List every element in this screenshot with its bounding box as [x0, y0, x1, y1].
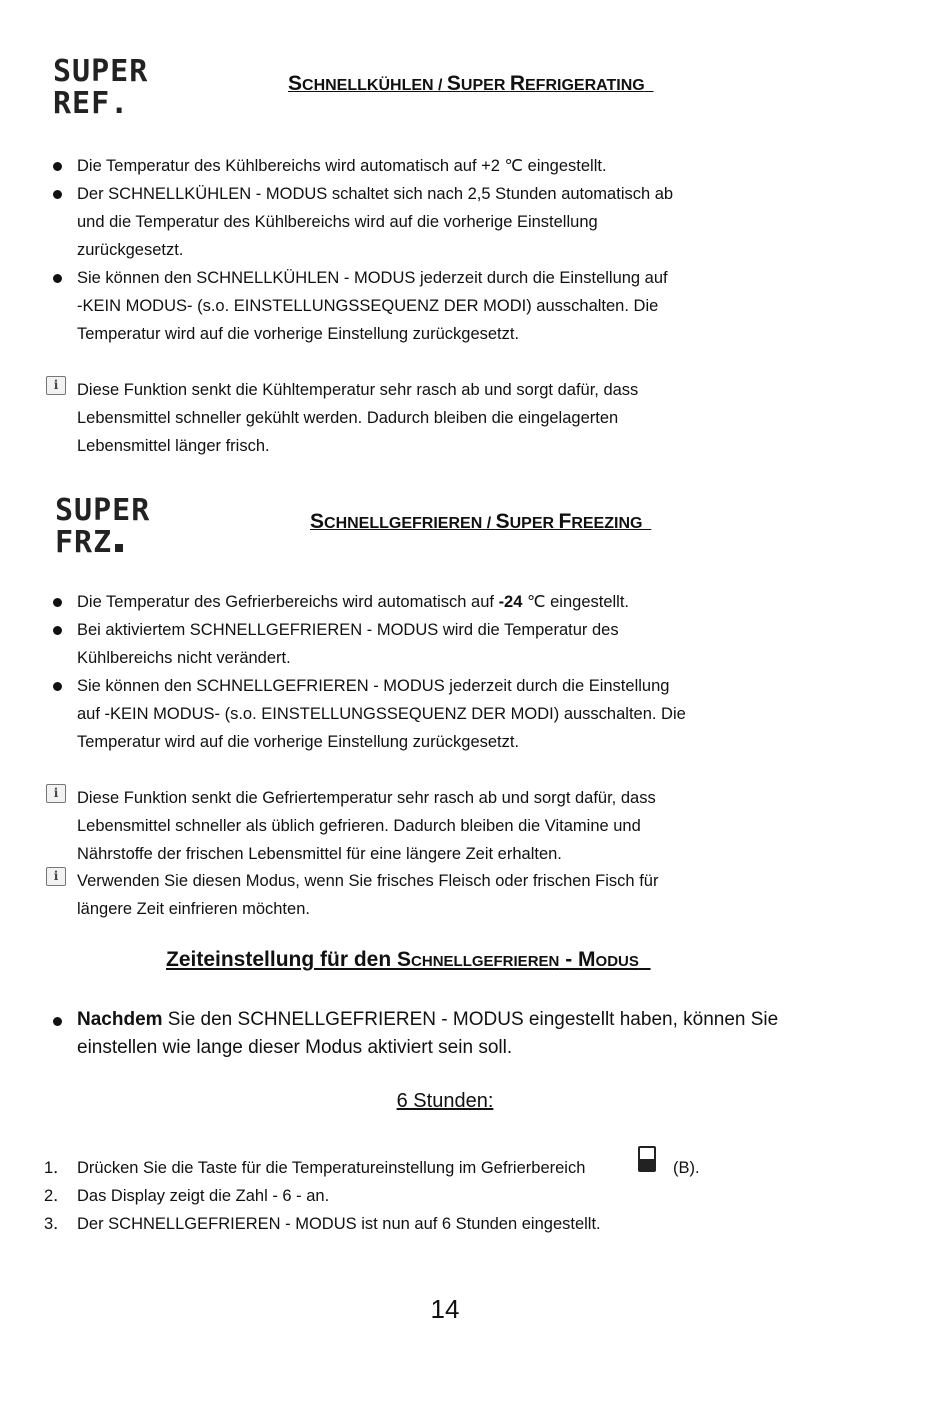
- bullet-dot: [53, 162, 62, 171]
- bullet-dot: [53, 274, 62, 283]
- step-number: 3．: [44, 1215, 70, 1233]
- note-text: Diese Funktion senkt die Kühltemperatur sehr rasch ab und sorgt dafür, dass: [77, 381, 639, 399]
- info-icon: i: [46, 867, 66, 886]
- step-suffix: (B).: [673, 1159, 700, 1177]
- bullet-text: und die Temperatur des Kühlbereichs wird auf die vorherige Einstellung: [77, 213, 598, 231]
- lcd-line: REF.: [53, 86, 130, 121]
- note-text: Verwenden Sie diesen Modus, wenn Sie frisches Fleisch oder frischen Fisch für: [77, 872, 659, 890]
- note-text: Lebensmittel schneller als üblich gefrieren. Dadurch bleiben die Vitamine und: [77, 817, 641, 835]
- intro-text: einstellen wie lange dieser Modus aktiviert sein soll.: [77, 1037, 513, 1058]
- note-text: Nährstoffe der frischen Lebensmittel für eine längere Zeit erhalten.: [77, 845, 562, 863]
- step-number: 2．: [44, 1187, 70, 1205]
- step-number: 1．: [44, 1159, 70, 1177]
- bullet-text: Temperatur wird auf die vorherige Einstellung zurückgesetzt.: [77, 733, 520, 751]
- bullet-dot: [53, 190, 62, 199]
- bullet-text: -KEIN MODUS- (s.o. EINSTELLUNGSSEQUENZ DER MODI) ausschalten. Die: [77, 297, 659, 315]
- bullet-text: Die Temperatur des Gefrierbereichs wird automatisch auf -24 ℃ eingestellt.: [77, 593, 630, 611]
- time-setting-heading: Zeiteinstellung für den Schnellgefrieren - Modus: [166, 948, 639, 971]
- bullet-text: Sie können den SCHNELLGEFRIEREN - MODUS jederzeit durch die Einstellung: [77, 677, 670, 695]
- section-heading-super-refrigerating: SCHNELLKÜHLEN / SUPER REFRIGERATING: [288, 72, 645, 95]
- page-number: 14: [430, 1294, 460, 1324]
- step-text: Drücken Sie die Taste für die Temperatureinstellung im Gefrierbereich: [77, 1159, 586, 1177]
- subheading-6-hours: 6 Stunden:: [396, 1090, 494, 1112]
- bullet-text: Sie können den SCHNELLKÜHLEN - MODUS jederzeit durch die Einstellung auf: [77, 269, 668, 287]
- info-icon: i: [46, 784, 66, 803]
- note-text: längere Zeit einfrieren möchten.: [77, 900, 310, 918]
- section-heading-super-freezing: SCHNELLGEFRIEREN / SUPER FREEZING: [310, 510, 643, 533]
- step-text: Das Display zeigt die Zahl - 6 - an.: [77, 1187, 330, 1205]
- info-icon: i: [46, 376, 66, 395]
- bullet-text: Die Temperatur des Kühlbereichs wird automatisch auf +2 ℃ eingestellt.: [77, 157, 607, 175]
- lcd-line: FRZ: [55, 525, 113, 560]
- bullet-text: zurückgesetzt.: [77, 241, 184, 259]
- bullet-text: Der SCHNELLKÜHLEN - MODUS schaltet sich nach 2,5 Stunden automatisch ab: [77, 185, 674, 203]
- bullet-text: Kühlbereichs nicht verändert.: [77, 649, 291, 667]
- bullet-text: auf -KEIN MODUS- (s.o. EINSTELLUNGSSEQUENZ DER MODI) ausschalten. Die: [77, 705, 686, 723]
- super-frz-display-icon: [55, 495, 150, 559]
- note-text: Diese Funktion senkt die Gefriertemperatur sehr rasch ab und sorgt dafür, dass: [77, 789, 656, 807]
- intro-text: Nachdem Sie den SCHNELLGEFRIEREN - MODUS eingestellt haben, können Sie: [77, 1009, 779, 1030]
- note-text: Lebensmittel länger frisch.: [77, 437, 270, 455]
- bullet-dot: [53, 682, 62, 691]
- lcd-line: SUPER: [55, 493, 151, 528]
- note-text: Lebensmittel schneller gekühlt werden. Dadurch bleiben die eingelagerten: [77, 409, 619, 427]
- super-ref-display-icon: [53, 56, 148, 120]
- freezer-key-icon: [638, 1146, 656, 1172]
- bullet-dot: [53, 626, 62, 635]
- step-text: Der SCHNELLGEFRIEREN - MODUS ist nun auf 6 Stunden eingestellt.: [77, 1215, 601, 1233]
- bullet-dot: [53, 598, 62, 607]
- lcd-line: SUPER: [53, 54, 149, 89]
- lcd-dot-icon: [115, 544, 123, 552]
- bullet-text: Bei aktiviertem SCHNELLGEFRIEREN - MODUS wird die Temperatur des: [77, 621, 619, 639]
- bullet-dot: [53, 1017, 62, 1026]
- bullet-text: Temperatur wird auf die vorherige Einstellung zurückgesetzt.: [77, 325, 520, 343]
